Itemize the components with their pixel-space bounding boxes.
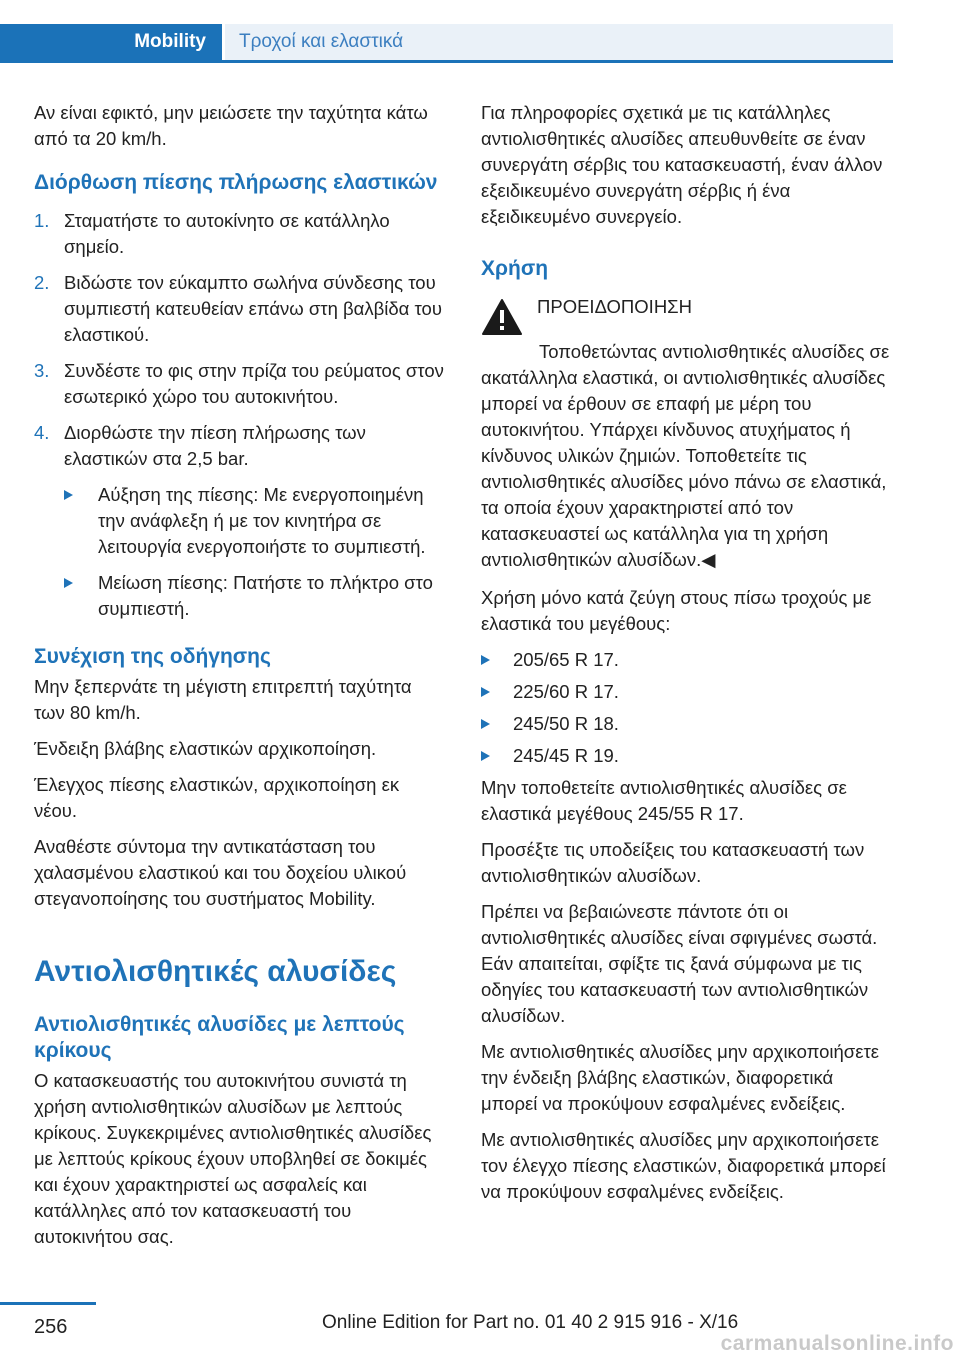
paragraph: Αναθέστε σύντομα την αντικατάσταση του χαλασμένου ελαστικού και του δοχείου υλικού στεγανοποίησης του συστήματος Mobility.	[34, 836, 407, 909]
list-item	[481, 711, 893, 737]
list-item	[481, 743, 893, 769]
paragraph: Για πληροφορίες σχετικά με τις κατάλληλες αντιολισθητικές αλυσίδες απευθυνθείτε σε έναν συνεργάτη σέρβις του κατασκευαστή, έναν άλλον εξειδικευμένο συνεργάτη σέρβις ή ένα εξειδικευμένο συνεργείο.	[481, 102, 883, 227]
sub-list-text: Αύξηση της πίεσης: Με ενεργοποιημένη την ανάφλεξη ή με τον κινητήρα σε λειτουργία ενεργοποιήστε το συμπιεστή.	[98, 484, 426, 557]
warning-triangle-icon	[481, 298, 523, 343]
paragraph: Με αντιολισθητικές αλυσίδες μην αρχικοποιήσετε την ένδειξη βλάβης ελαστικών, διαφορετικά μπορεί να προκύψουν εσφαλμένες ενδείξεις.	[481, 1041, 880, 1114]
list-number: 4.	[34, 422, 50, 443]
triangle-bullet-icon	[481, 687, 490, 697]
list-number: 2.	[34, 272, 50, 293]
list-item	[34, 208, 446, 260]
list-item	[34, 420, 446, 472]
triangle-bullet-icon	[64, 490, 73, 500]
list-text: Συνδέστε το φις στην πρίζα του ρεύματος στον εσωτερικό χώρο του αυτοκινήτου.	[64, 360, 444, 407]
paragraph: Μην ξεπερνάτε τη μέγιστη επιτρεπτή ταχύτητα των 80 km/h.	[34, 676, 412, 723]
triangle-bullet-icon	[481, 751, 490, 761]
sub-list-text: Μείωση πίεσης: Πατήστε το πλήκτρο στο συμπιεστή.	[98, 572, 433, 619]
triangle-bullet-icon	[481, 655, 490, 665]
heading-continue-driving: Συνέχιση της οδήγησης	[34, 645, 271, 668]
tire-size: 205/65 R 17.	[513, 649, 619, 670]
list-number: 1.	[34, 210, 50, 231]
watermark: carmanualsonline.info	[720, 1332, 954, 1355]
tire-size: 245/45 R 19.	[513, 745, 619, 766]
triangle-bullet-icon	[64, 578, 73, 588]
list-number: 3.	[34, 360, 50, 381]
right-column	[481, 100, 893, 1215]
list-item	[34, 270, 446, 348]
paragraph: Χρήση μόνο κατά ζεύγη στους πίσω τροχούς με ελαστικά του μεγέθους:	[481, 587, 872, 634]
paragraph: Πρέπει να βεβαιώνεστε πάντοτε ότι οι αντιολισθητικές αλυσίδες είναι σφιγμένες σωστά. Εάν απαιτείται, σφίξτε τις ξανά σύμφωνα με τις οδηγίες του κατασκευαστή των αντιολισθητικών αλυσίδων.	[481, 901, 878, 1026]
tab-chapter[interactable]: Τροχοί και ελαστικά	[225, 24, 893, 60]
list-item	[34, 358, 446, 410]
warning-text: Τοποθετώντας αντιολισθητικές αλυσίδες σε ακατάλληλα ελαστικά, οι αντιολισθητικές αλυσίδες μπορεί να έρθουν σε επαφή με μέρη του αυτοκινήτου. Υπάρχει κίνδυνος ατυχήματος ή κίνδυνος υλικών ζημιών. Τοποθετείτε τις αντιολισθητικές αλυσίδες μόνο πάνω σε ελαστικά, τα οποία έχουν χαρακτηριστεί από τον κατασκευαστεί ως κατάλληλα για τη χρήση αντιολισθητικών αλυσίδων.◀	[481, 341, 890, 570]
heading-use: Χρήση	[481, 257, 549, 280]
triangle-bullet-icon	[481, 719, 490, 729]
footer-rule	[0, 1302, 96, 1305]
edition-note: Online Edition for Part no. 01 40 2 915 916 - X/16	[322, 1312, 739, 1333]
sub-list-item	[34, 482, 446, 560]
paragraph: Προσέξτε τις υποδείξεις του κατασκευαστή των αντιολισθητικών αλυσίδων.	[481, 839, 865, 886]
sub-list-item	[34, 570, 446, 622]
heading-tire-pressure-correction: Διόρθωση πίεσης πλήρωσης ελαστικών	[34, 171, 438, 194]
header-rule	[0, 60, 893, 63]
tire-size: 225/60 R 17.	[513, 681, 619, 702]
warning-title: ΠΡΟΕΙΔΟΠΟΙΗΣΗ	[537, 296, 692, 317]
paragraph: Έλεγχος πίεσης ελαστικών, αρχικοποίηση εκ νέου.	[34, 774, 400, 821]
heading-snow-chains: Αντιολισθητικές αλυσίδες	[34, 955, 397, 988]
header-tabbar	[0, 24, 893, 63]
left-column	[34, 100, 446, 1260]
list-text: Διορθώστε την πίεση πλήρωσης των ελαστικών στα 2,5 bar.	[64, 422, 366, 469]
tire-size: 245/50 R 18.	[513, 713, 619, 734]
list-text: Βιδώστε τον εύκαμπτο σωλήνα σύνδεσης του συμπιεστή κατευθείαν επάνω στη βαλβίδα του ελαστικού.	[64, 272, 442, 345]
page-number: 256	[34, 1316, 68, 1338]
list-item	[481, 647, 893, 673]
heading-fine-link-chains: Αντιολισθητικές αλυσίδες με λεπτούς κρίκους	[34, 1013, 405, 1062]
warning-block	[481, 294, 893, 573]
intro-paragraph: Αν είναι εφικτό, μην μειώσετε την ταχύτητα κάτω από τα 20 km/h.	[34, 102, 428, 149]
list-item	[481, 679, 893, 705]
paragraph: Ο κατασκευαστής του αυτοκινήτου συνιστά τη χρήση αντιολισθητικών αλυσίδων με λεπτούς κρίκους. Συγκεκριμένες αντιολισθητικές αλυσίδες με λεπτούς κρίκους έχουν υποβληθεί σε δοκιμές και έχουν χαρακτηριστεί ως ασφαλείς και κατάλληλες από τον κατασκευαστή του αυτοκινήτου σας.	[34, 1070, 432, 1247]
paragraph: Με αντιολισθητικές αλυσίδες μην αρχικοποιήσετε τον έλεγχο πίεσης ελαστικών, διαφορετικά μπορεί να προκύψουν εσφαλμένες ενδείξεις.	[481, 1129, 886, 1202]
list-text: Σταματήστε το αυτοκίνητο σε κατάλληλο σημείο.	[64, 210, 390, 257]
paragraph: Μην τοποθετείτε αντιολισθητικές αλυσίδες σε ελαστικά μεγέθους 245/55 R 17.	[481, 777, 847, 824]
tab-mobility[interactable]: Mobility	[0, 24, 222, 60]
paragraph: Ένδειξη βλάβης ελαστικών αρχικοποίηση.	[34, 738, 377, 759]
